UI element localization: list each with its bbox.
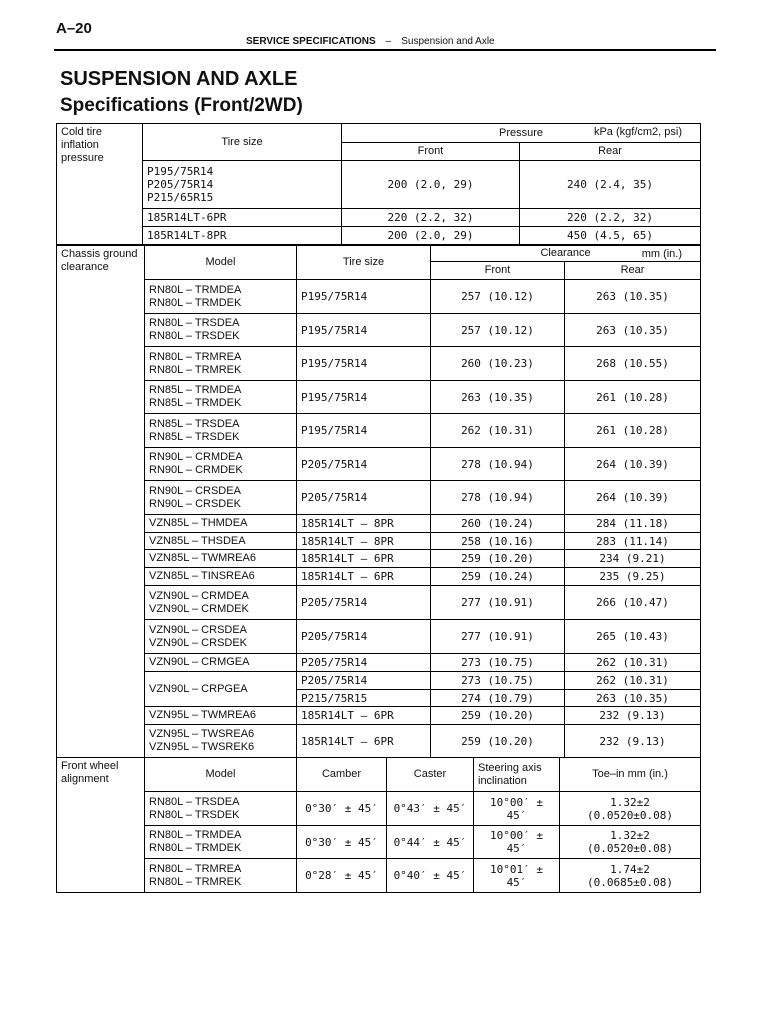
rear-clearance: 263 (10.35) <box>565 314 701 347</box>
table-row <box>57 515 701 533</box>
table-row <box>57 414 701 448</box>
front-clearance: 258 (10.16) <box>431 533 565 550</box>
col-caster: Caster <box>387 758 474 792</box>
camber: 0°28′ ± 45′ <box>297 859 387 893</box>
running-header <box>246 36 495 47</box>
model: RN90L – CRSDEA RN90L – CRSDEK <box>145 481 297 515</box>
caster: 0°44′ ± 45′ <box>387 826 474 859</box>
col-clearance <box>431 246 701 262</box>
rear-pressure: 240 (2.4, 35) <box>520 161 701 209</box>
col-pressure-label: Pressure <box>498 126 544 139</box>
table-row <box>57 550 701 568</box>
table-row <box>57 792 701 826</box>
rear-clearance: 284 (11.18) <box>565 515 701 533</box>
rear-clearance: 264 (10.39) <box>565 481 701 515</box>
model: VZN90L – CRSDEA VZN90L – CRSDEK <box>145 620 297 654</box>
model: RN80L – TRMREA RN80L – TRMREK <box>145 859 297 893</box>
tire-size: P215/75R15 <box>297 690 431 707</box>
table-row <box>57 586 701 620</box>
toe-in: 1.74±2 (0.0685±0.08) <box>560 859 701 893</box>
rear-pressure: 220 (2.2, 32) <box>520 209 701 227</box>
rear-clearance: 262 (10.31) <box>565 654 701 672</box>
rear-clearance: 263 (10.35) <box>565 280 701 314</box>
model: RN80L – TRSDEA RN80L – TRSDEK <box>145 314 297 347</box>
tire-size: P195/75R14 <box>297 314 431 347</box>
table-row <box>57 280 701 314</box>
tire-size: P205/75R14 <box>297 481 431 515</box>
page-subtitle: Specifications (Front/2WD) <box>60 95 303 116</box>
front-clearance: 257 (10.12) <box>431 280 565 314</box>
tire-size: P205/75R14 <box>297 672 431 690</box>
col-rear: Rear <box>520 143 701 161</box>
table-row <box>57 654 701 672</box>
table-row <box>57 568 701 586</box>
tire-size: 185R14LT — 6PR <box>297 725 431 758</box>
col-rear: Rear <box>565 262 701 280</box>
tire-sizes: P195/75R14 P205/75R14 P215/65R15 <box>143 161 342 209</box>
rear-clearance: 265 (10.43) <box>565 620 701 654</box>
rear-clearance: 262 (10.31) <box>565 672 701 690</box>
model: VZN90L – CRMGEA <box>145 654 297 672</box>
front-clearance: 277 (10.91) <box>431 586 565 620</box>
rear-clearance: 266 (10.47) <box>565 586 701 620</box>
rear-pressure: 450 (4.5, 65) <box>520 227 701 245</box>
front-pressure: 200 (2.0, 29) <box>342 227 520 245</box>
col-tire-size: Tire size <box>297 246 431 280</box>
tire-pressure-table <box>56 123 701 245</box>
col-steering-axis: Steering axis inclination <box>474 758 560 792</box>
front-clearance: 259 (10.24) <box>431 568 565 586</box>
table-row <box>57 347 701 381</box>
steering-axis: 10°01′ ± 45′ <box>474 859 560 893</box>
tire-size: 185R14LT — 6PR <box>297 568 431 586</box>
col-front: Front <box>431 262 565 280</box>
col-camber: Camber <box>297 758 387 792</box>
rear-clearance: 263 (10.35) <box>565 690 701 707</box>
tire-size: 185R14LT — 8PR <box>297 515 431 533</box>
model: RN80L – TRSDEA RN80L – TRSDEK <box>145 792 297 826</box>
table-row <box>57 672 701 690</box>
front-clearance: 259 (10.20) <box>431 725 565 758</box>
front-clearance: 273 (10.75) <box>431 672 565 690</box>
model: VZN85L – TINSREA6 <box>145 568 297 586</box>
model: RN80L – TRMDEA RN80L – TRMDEK <box>145 826 297 859</box>
running-header-separator: – <box>385 36 392 47</box>
pressure-units: kPa (kgf/cm2, psi) <box>593 126 682 138</box>
caster: 0°40′ ± 45′ <box>387 859 474 893</box>
tire-size: 185R14LT — 6PR <box>297 707 431 725</box>
rear-clearance: 261 (10.28) <box>565 381 701 414</box>
front-clearance: 257 (10.12) <box>431 314 565 347</box>
tire-size: P195/75R14 <box>297 414 431 448</box>
toe-in: 1.32±2 (0.0520±0.08) <box>560 792 701 826</box>
model: RN85L – TRMDEA RN85L – TRMDEK <box>145 381 297 414</box>
front-pressure: 200 (2.0, 29) <box>342 161 520 209</box>
model: RN90L – CRMDEA RN90L – CRMDEK <box>145 448 297 481</box>
table-row <box>57 448 701 481</box>
tire-sizes: 185R14LT-6PR <box>143 209 342 227</box>
steering-axis: 10°00′ ± 45′ <box>474 792 560 826</box>
tire-size: P195/75R14 <box>297 347 431 381</box>
rear-clearance: 232 (9.13) <box>565 707 701 725</box>
wheel-alignment-table <box>56 757 701 893</box>
table-row <box>57 227 701 245</box>
camber: 0°30′ ± 45′ <box>297 826 387 859</box>
model: VZN95L – TWSREA6 VZN95L – TWSREK6 <box>145 725 297 758</box>
front-clearance: 259 (10.20) <box>431 707 565 725</box>
front-clearance: 260 (10.24) <box>431 515 565 533</box>
model: VZN95L – TWMREA6 <box>145 707 297 725</box>
front-clearance: 263 (10.35) <box>431 381 565 414</box>
clearance-label: Chassis ground clearance <box>57 246 145 758</box>
table-row <box>57 314 701 347</box>
table-row <box>57 161 701 209</box>
col-tire-size: Tire size <box>143 124 342 161</box>
col-model: Model <box>145 246 297 280</box>
model: VZN85L – THSDEA <box>145 533 297 550</box>
tire-size: P195/75R14 <box>297 381 431 414</box>
tire-size: P205/75R14 <box>297 620 431 654</box>
model: RN80L – TRMDEA RN80L – TRMDEK <box>145 280 297 314</box>
tire-size: P205/75R14 <box>297 448 431 481</box>
tire-size: 185R14LT — 6PR <box>297 550 431 568</box>
table-row <box>57 209 701 227</box>
alignment-label: Front wheel alignment <box>57 758 145 893</box>
rear-clearance: 268 (10.55) <box>565 347 701 381</box>
table-row <box>57 725 701 758</box>
col-clearance-label: Clearance <box>540 247 591 259</box>
steering-axis: 10°00′ ± 45′ <box>474 826 560 859</box>
rear-clearance: 235 (9.25) <box>565 568 701 586</box>
rear-clearance: 234 (9.21) <box>565 550 701 568</box>
front-pressure: 220 (2.2, 32) <box>342 209 520 227</box>
table-row <box>57 481 701 515</box>
header-rule <box>54 49 716 51</box>
front-clearance: 278 (10.94) <box>431 481 565 515</box>
table-row <box>57 826 701 859</box>
col-pressure <box>342 124 701 143</box>
col-front: Front <box>342 143 520 161</box>
model: VZN90L – CRMDEA VZN90L – CRMDEK <box>145 586 297 620</box>
model: RN80L – TRMREA RN80L – TRMREK <box>145 347 297 381</box>
clearance-units: mm (in.) <box>641 248 683 260</box>
camber: 0°30′ ± 45′ <box>297 792 387 826</box>
model: VZN90L – CRPGEA <box>145 672 297 707</box>
running-header-topic: Suspension and Axle <box>401 36 495 47</box>
rear-clearance: 261 (10.28) <box>565 414 701 448</box>
col-toe-in: Toe–in mm (in.) <box>560 758 701 792</box>
tire-size: 185R14LT — 8PR <box>297 533 431 550</box>
model: VZN85L – TWMREA6 <box>145 550 297 568</box>
page-number: A–20 <box>56 20 92 37</box>
model: VZN85L – THMDEA <box>145 515 297 533</box>
rear-clearance: 283 (11.14) <box>565 533 701 550</box>
front-clearance: 262 (10.31) <box>431 414 565 448</box>
rear-clearance: 264 (10.39) <box>565 448 701 481</box>
table-row <box>57 620 701 654</box>
front-clearance: 273 (10.75) <box>431 654 565 672</box>
model: RN85L – TRSDEA RN85L – TRSDEK <box>145 414 297 448</box>
toe-in: 1.32±2 (0.0520±0.08) <box>560 826 701 859</box>
table-row <box>57 533 701 550</box>
table-row <box>57 381 701 414</box>
front-clearance: 278 (10.94) <box>431 448 565 481</box>
caster: 0°43′ ± 45′ <box>387 792 474 826</box>
tire-pressure-label: Cold tire inflation pressure <box>57 124 143 245</box>
tire-size: P205/75R14 <box>297 654 431 672</box>
ground-clearance-table <box>56 245 701 758</box>
table-row <box>57 859 701 893</box>
rear-clearance: 232 (9.13) <box>565 725 701 758</box>
tire-sizes: 185R14LT-8PR <box>143 227 342 245</box>
table-row <box>57 707 701 725</box>
tire-size: P205/75R14 <box>297 586 431 620</box>
page-title: SUSPENSION AND AXLE <box>60 68 298 90</box>
col-model: Model <box>145 758 297 792</box>
tire-size: P195/75R14 <box>297 280 431 314</box>
front-clearance: 259 (10.20) <box>431 550 565 568</box>
running-header-section: SERVICE SPECIFICATIONS <box>246 36 376 47</box>
front-clearance: 277 (10.91) <box>431 620 565 654</box>
front-clearance: 260 (10.23) <box>431 347 565 381</box>
front-clearance: 274 (10.79) <box>431 690 565 707</box>
